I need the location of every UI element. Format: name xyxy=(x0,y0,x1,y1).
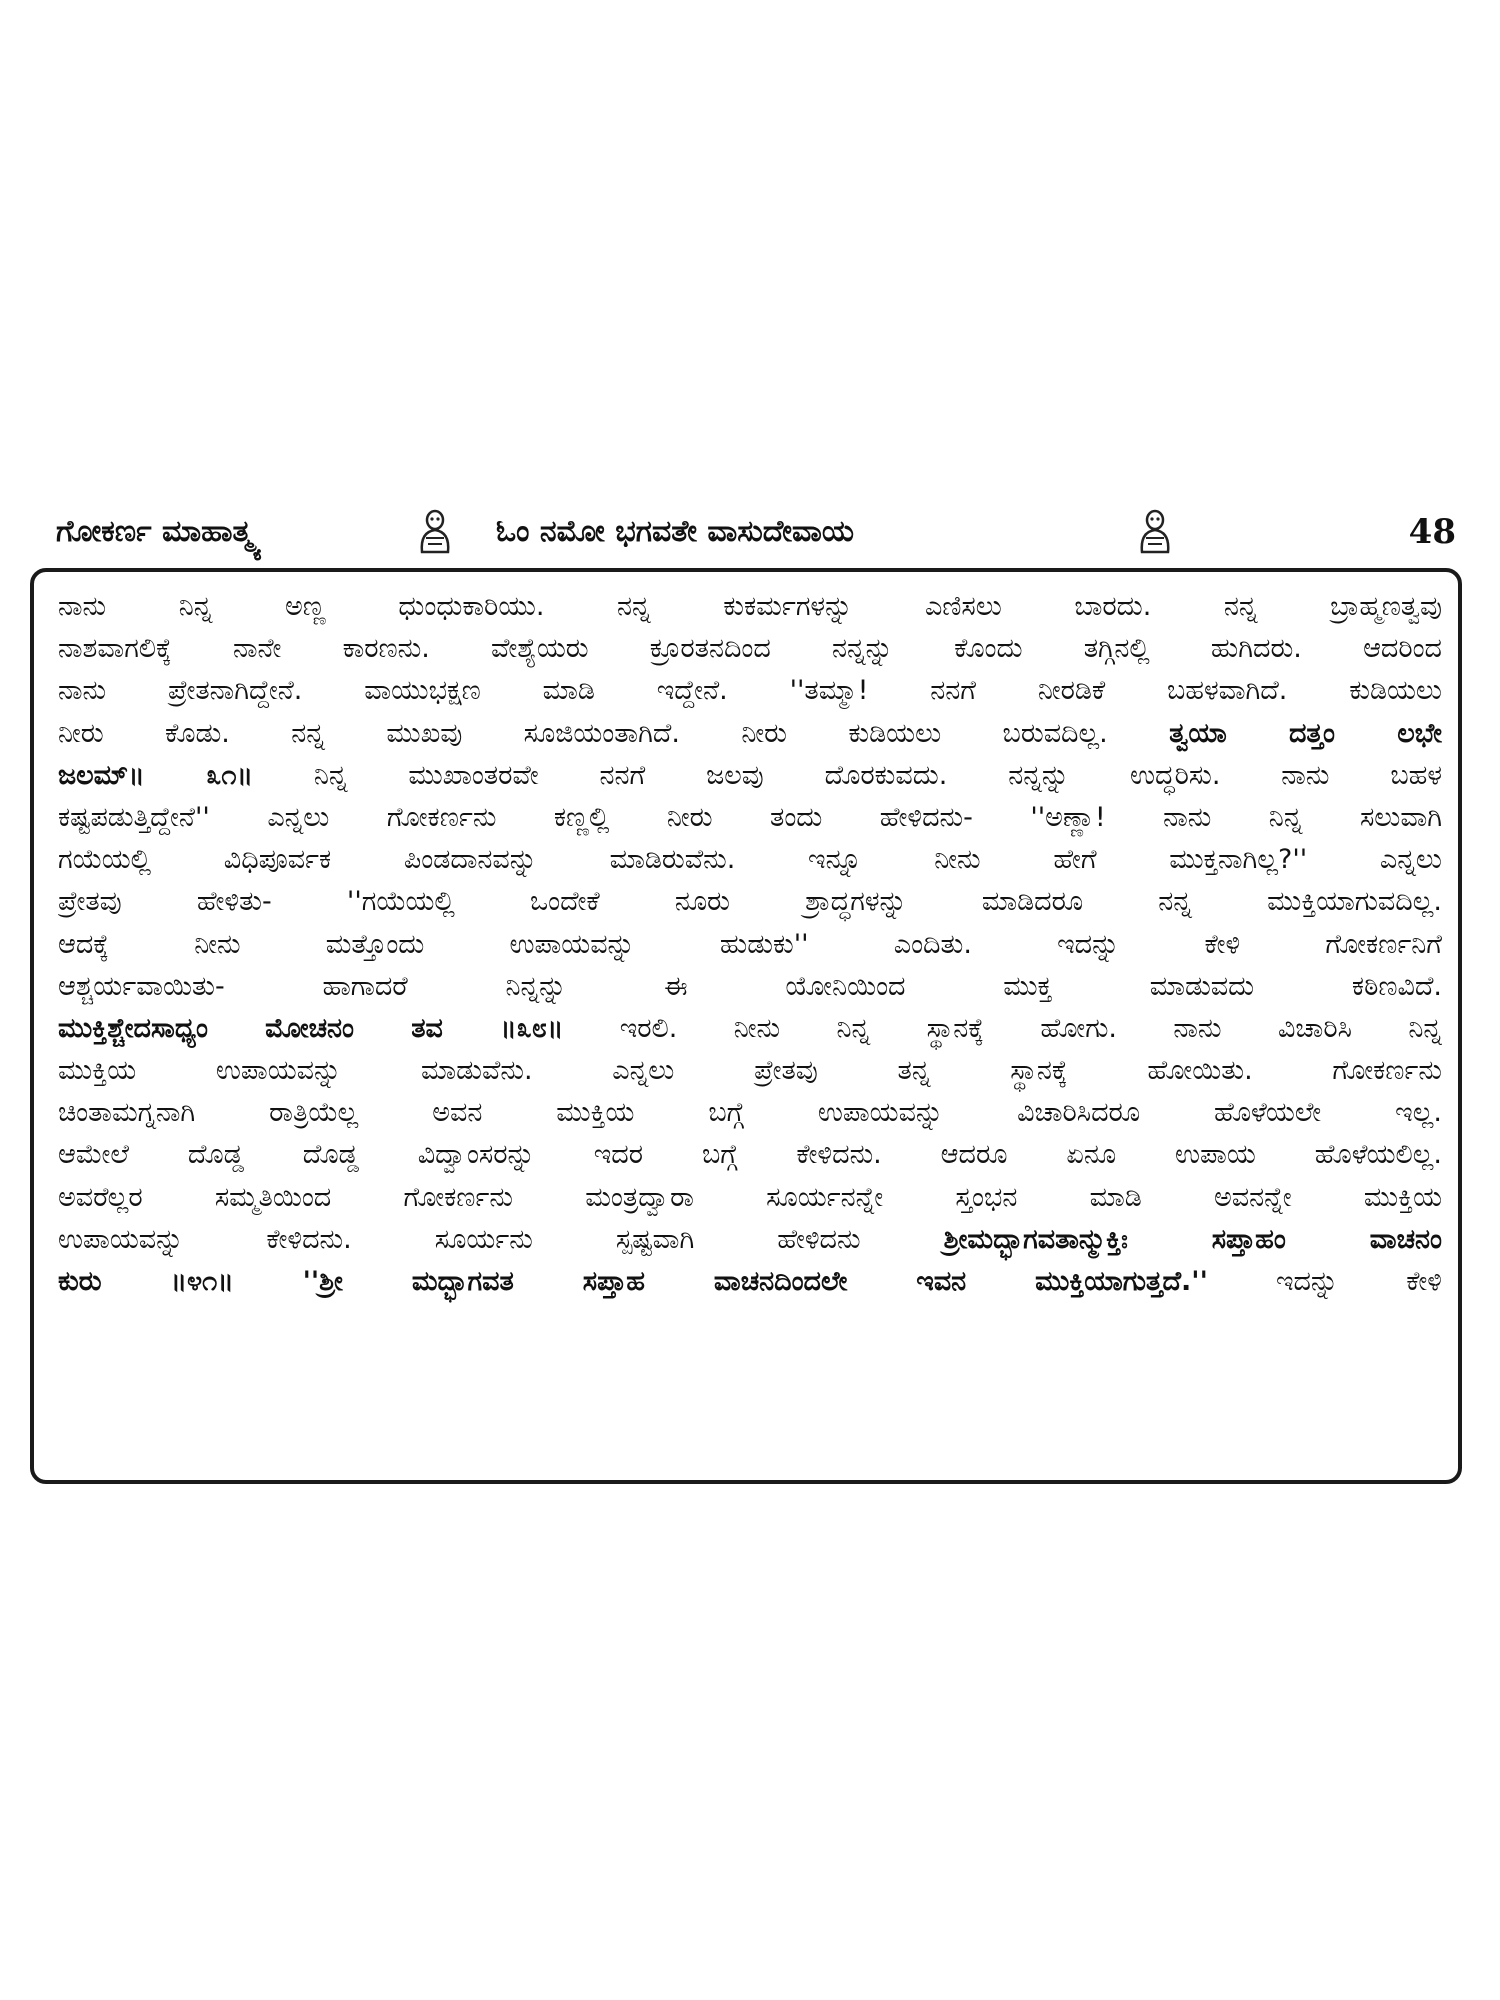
text-line xyxy=(58,881,1442,923)
text-frame xyxy=(30,568,1462,1484)
text-line xyxy=(58,1177,1442,1219)
text-segment: ಮುಕ್ತಿಯ ಉಪಾಯವನ್ನು ಮಾಡುವೆನು. ಎನ್ನಲು ಪ್ರೇತವು ತನ್ನ ಸ್ಥಾನಕ್ಕೆ ಹೋಯಿತು. ಗೋಕರ್ಣನು xyxy=(58,1055,1442,1087)
text-segment: ಪ್ರೇತವು ಹೇಳಿತು- ''ಗಯೆಯಲ್ಲಿ ಒಂದೇಕೆ ನೂರು ಶ್ರಾದ್ಧಗಳನ್ನು ಮಾಡಿದರೂ ನನ್ನ ಮುಕ್ತಿಯಾಗುವದಿಲ್ಲ. xyxy=(58,886,1442,918)
text-line xyxy=(58,1050,1442,1092)
deity-emblem-icon xyxy=(1136,508,1174,554)
text-segment: ನಿನ್ನ ಮುಖಾಂತರವೇ ನನಗೆ ಜಲವು ದೊರಕುವದು. ನನ್ನನ್ನು ಉದ್ಧರಿಸು. ನಾನು ಬಹಳ xyxy=(252,759,1442,791)
text-line xyxy=(58,839,1442,881)
text-segment: ಅವರೆಲ್ಲರ ಸಮ್ಮತಿಯಿಂದ ಗೋಕರ್ಣನು ಮಂತ್ರದ್ವಾರಾ ಸೂರ್ಯನನ್ನೇ ಸ್ತಂಭನ ಮಾಡಿ ಅವನನ್ನೇ ಮುಕ್ತಿಯ xyxy=(58,1181,1442,1213)
text-line xyxy=(58,797,1442,839)
text-segment: ಗಯೆಯಲ್ಲಿ ವಿಧಿಪೂರ್ವಕ ಪಿಂಡದಾನವನ್ನು ಮಾಡಿರುವೆನು. ಇನ್ನೂ ನೀನು ಹೇಗೆ ಮುಕ್ತನಾಗಿಲ್ಲ?'' ಎನ್ನಲು xyxy=(58,844,1442,876)
text-line xyxy=(58,1134,1442,1176)
body-text xyxy=(58,586,1442,1303)
sanskrit-verse: ತ್ವಯಾ ದತ್ತಂ ಲಭೇ xyxy=(1169,717,1442,749)
text-segment: ಇದನ್ನು ಕೇಳಿ xyxy=(1207,1266,1442,1297)
page-header xyxy=(56,508,1456,566)
sanskrit-verse: ಮುಕ್ತಿಶ್ಚೇದಸಾಧ್ಯಂ ಮೋಚನಂ ತವ ॥೩೮॥ xyxy=(58,1012,564,1044)
text-segment: ನಾನು ನಿನ್ನ ಅಣ್ಣ ಧುಂಧುಕಾರಿಯು. ನನ್ನ ಕುಕರ್ಮಗಳನ್ನು ಎಣಿಸಲು ಬಾರದು. ನನ್ನ ಬ್ರಾಹ್ಮಣತ್ವವು xyxy=(58,591,1442,622)
text-segment: ನಾಶವಾಗಲಿಕ್ಕೆ ನಾನೇ ಕಾರಣನು. ವೇಶ್ಯೆಯರು ಕ್ರೂರತನದಿಂದ ನನ್ನನ್ನು ಕೊಂದು ತಗ್ಗಿನಲ್ಲಿ ಹುಗಿದರು. ಆದರಿಂದ xyxy=(58,633,1442,665)
deity-emblem-icon xyxy=(416,508,454,554)
text-line xyxy=(58,966,1442,1008)
text-line xyxy=(58,755,1442,797)
text-segment: ಆಮೇಲೆ ದೊಡ್ಡ ದೊಡ್ಡ ವಿದ್ವಾಂಸರನ್ನು ಇದರ ಬಗ್ಗೆ ಕೇಳಿದನು. ಆದರೂ ಏನೂ ಉಪಾಯ ಹೊಳೆಯಲಿಲ್ಲ. xyxy=(58,1139,1442,1171)
text-segment: ಆದಕ್ಕೆ ನೀನು ಮತ್ತೊಂದು ಉಪಾಯವನ್ನು ಹುಡುಕು'' ಎಂದಿತು. ಇದನ್ನು ಕೇಳಿ ಗೋಕರ್ಣನಿಗೆ xyxy=(58,928,1442,960)
text-segment: ಚಿಂತಾಮಗ್ನನಾಗಿ ರಾತ್ರಿಯೆಲ್ಲ ಅವನ ಮುಕ್ತಿಯ ಬಗ್ಗೆ ಉಪಾಯವನ್ನು ವಿಚಾರಿಸಿದರೂ ಹೊಳೆಯಲೇ ಇಲ್ಲ. xyxy=(58,1097,1442,1129)
sanskrit-verse: ಕುರು ॥೪೧॥ ''ಶ್ರೀ ಮದ್ಭಾಗವತ ಸಪ್ತಾಹ ವಾಚನದಿಂದಲೇ ಇವನ ಮುಕ್ತಿಯಾಗುತ್ತದೆ.'' xyxy=(58,1266,1208,1297)
sanskrit-verse: ಶ್ರೀಮದ್ಭಾಗವತಾನ್ಮುಕ್ತಿಃ ಸಪ್ತಾಹಂ ವಾಚನಂ xyxy=(943,1223,1442,1255)
text-line xyxy=(58,1261,1442,1303)
text-line xyxy=(58,628,1442,670)
invocation-text: ಓಂ ನಮೋ ಭಗವತೇ ವಾಸುದೇವಾಯ xyxy=(496,514,854,549)
text-line xyxy=(58,670,1442,712)
text-segment: ಇರಲಿ. ನೀನು ನಿನ್ನ ಸ್ಥಾನಕ್ಕೆ ಹೋಗು. ನಾನು ವಿಚಾರಿಸಿ ನಿನ್ನ xyxy=(563,1012,1442,1044)
text-segment: ಕಷ್ಟಪಡುತ್ತಿದ್ದೇನೆ'' ಎನ್ನಲು ಗೋಕರ್ಣನು ಕಣ್ಣಲ್ಲಿ ನೀರು ತಂದು ಹೇಳಿದನು- ''ಅಣ್ಣಾ! ನಾನು ನಿನ್ನ ಸಲುವಾಗಿ xyxy=(58,801,1442,833)
text-line xyxy=(58,1092,1442,1134)
text-line xyxy=(58,924,1442,966)
text-line xyxy=(58,1219,1442,1261)
running-title: ಗೋಕರ್ಣ ಮಾಹಾತ್ಮ್ಯ xyxy=(56,514,258,549)
text-line xyxy=(58,713,1442,755)
text-line xyxy=(58,1008,1442,1050)
text-line xyxy=(58,586,1442,628)
text-segment: ನಾನು ಪ್ರೇತನಾಗಿದ್ದೇನೆ. ವಾಯುಭಕ್ಷಣ ಮಾಡಿ ಇದ್ದೇನೆ. ''ತಮ್ಮಾ! ನನಗೆ ನೀರಡಿಕೆ ಬಹಳವಾಗಿದೆ. ಕುಡಿಯಲು xyxy=(58,675,1442,707)
text-segment: ನೀರು ಕೊಡು. ನನ್ನ ಮುಖವು ಸೂಜಿಯಂತಾಗಿದೆ. ನೀರು ಕುಡಿಯಲು ಬರುವದಿಲ್ಲ. xyxy=(58,717,1170,749)
text-segment: ಉಪಾಯವನ್ನು ಕೇಳಿದನು. ಸೂರ್ಯನು ಸ್ಪಷ್ಟವಾಗಿ ಹೇಳಿದನು xyxy=(58,1223,944,1255)
text-segment: ಆಶ್ಚರ್ಯವಾಯಿತು- ಹಾಗಾದರೆ ನಿನ್ನನ್ನು ಈ ಯೋನಿಯಿಂದ ಮುಕ್ತ ಮಾಡುವದು ಕಠಿಣವಿದೆ. xyxy=(58,970,1442,1002)
page-number: 48 xyxy=(1408,512,1456,552)
sanskrit-verse: ಜಲಮ್॥ ೩೧॥ xyxy=(58,759,253,791)
